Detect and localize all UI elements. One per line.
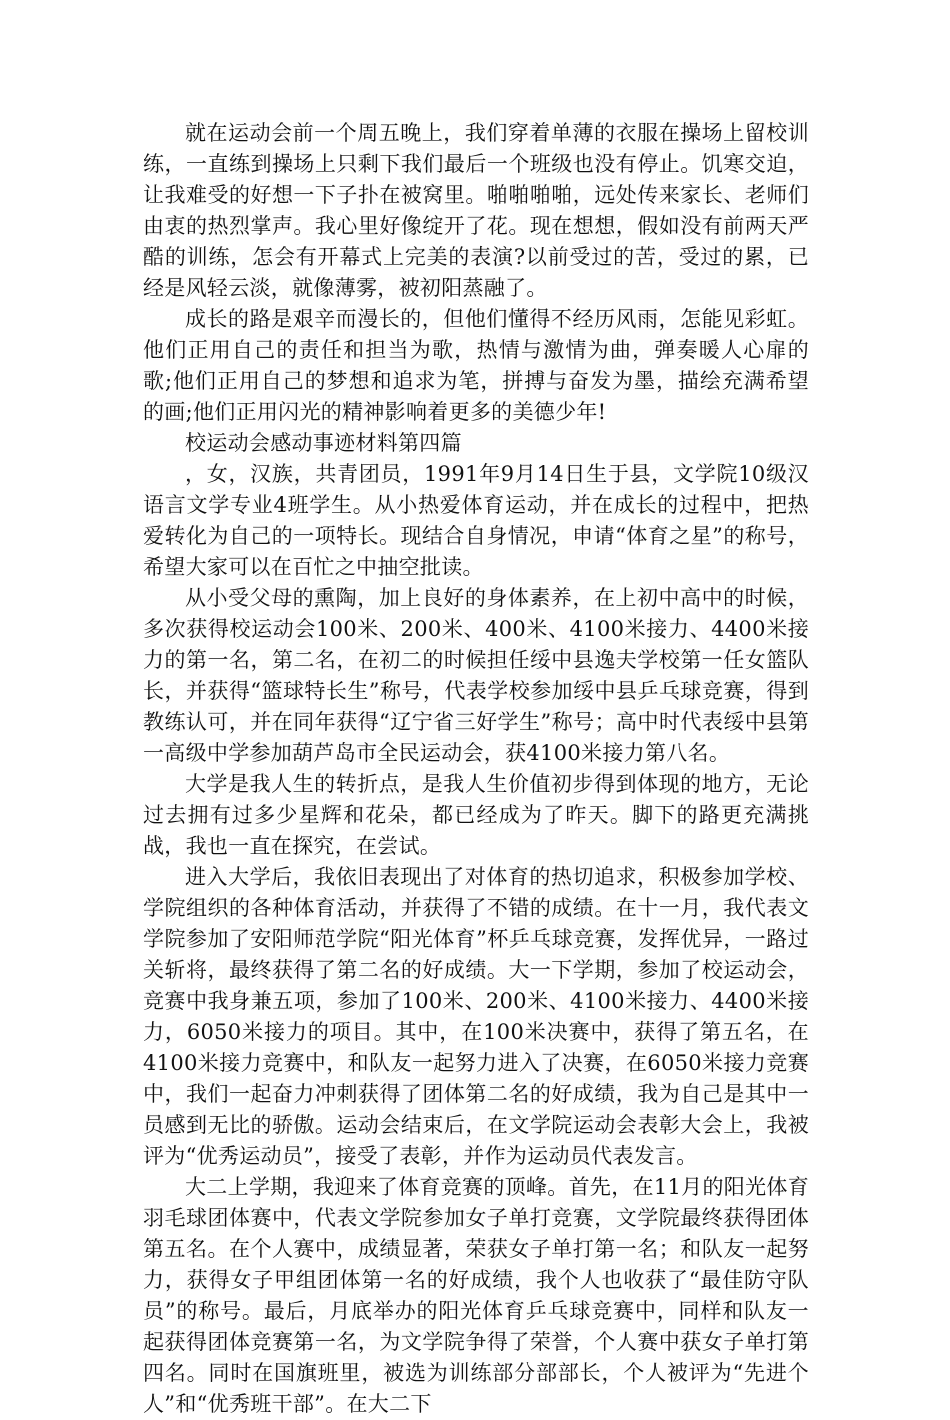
paragraph-2: 成长的路是艰辛而漫长的，但他们懂得不经历风雨，怎能见彩虹。他们正用自己的责任和担当为歌，热情与激情为曲，弹奏暖人心扉的歌;他们正用自己的梦想和追求为笔，拼搏与奋发为墨，描绘充满希望的画;他们正用闪光的精神影响着更多的美德少年! xyxy=(143,307,809,424)
paragraph-6: 进入大学后，我依旧表现出了对体育的热切追求，积极参加学校、学院组织的各种体育活动，并获得了不错的成绩。在十一月，我代表文学院参加了安阳师范学院“阳光体育”杯乒乓球竞赛，发挥优异，一路过关斩将，最终获得了第二名的好成绩。大一下学期，参加了校运动会，竞赛中我身兼五项，参加了100米、200米、4100米接力、4400米接力，6050米接力的项目。其中，在100米决赛中，获得了第五名，在4100米接力竞赛中，和队友一起努力进入了决赛，在6050米接力竞赛中，我们一起奋力冲刺获得了团体第二名的好成绩，我为自己是其中一员感到无比的骄傲。运动会结束后，在文学院运动会表彰大会上，我被评为“优秀运动员”，接受了表彰，并作为运动员代表发言。 xyxy=(143,865,809,1168)
paragraph-3: ，女，汉族，共青团员，1991年9月14日生于县，文学院10级汉语言文学专业4班学生。从小热爱体育运动，并在成长的过程中，把热爱转化为自己的一项特长。现结合自身情况，申请“体育之星”的称号，希望大家可以在百忙之中抽空批读。 xyxy=(143,462,809,579)
section-heading: 校运动会感动事迹材料第四篇 xyxy=(185,431,462,455)
paragraph-5: 大学是我人生的转折点，是我人生价值初步得到体现的地方，无论过去拥有过多少星辉和花朵，都已经成为了昨天。脚下的路更充满挑战，我也一直在探究，在尝试。 xyxy=(143,772,809,858)
paragraph-1: 就在运动会前一个周五晚上，我们穿着单薄的衣服在操场上留校训练，一直练到操场上只剩下我们最后一个班级也没有停止。饥寒交迫，让我难受的好想一下子扑在被窝里。啪啪啪啪，远处传来家长、老师们由衷的热烈掌声。我心里好像绽开了花。现在想想，假如没有前两天严酷的训练，怎会有开幕式上完美的表演?以前受过的苦，受过的累，已经是风轻云淡，就像薄雾，被初阳蒸融了。 xyxy=(143,121,809,300)
paragraph-4: 从小受父母的熏陶，加上良好的身体素养，在上初中高中的时候，多次获得校运动会100米、200米、400米、4100米接力、4400米接力的第一名，第二名，在初二的时候担任绥中县逸夫学校第一任女篮队长，并获得“篮球特长生”称号，代表学校参加绥中县乒乓球竞赛，得到教练认可，并在同年获得“辽宁省三好学生”称号；高中时代表绥中县第一高级中学参加葫芦岛市全民运动会，获4100米接力第八名。 xyxy=(143,586,809,765)
document-body xyxy=(143,118,809,1420)
paragraph-7: 大二上学期，我迎来了体育竞赛的顶峰。首先，在11月的阳光体育羽毛球团体赛中，代表文学院参加女子单打竞赛，文学院最终获得团体第五名。在个人赛中，成绩显著，荣获女子单打第一名；和队友一起努力，获得女子甲组团体第一名的好成绩，我个人也收获了“最佳防守队员”的称号。最后，月底举办的阳光体育乒乓球竞赛中，同样和队友一起获得团体竞赛第一名，为文学院争得了荣誉，个人赛中获女子单打第四名。同时在国旗班里，被选为训练部分部部长，个人被评为“先进个人”和“优秀班干部”。在大二下 xyxy=(143,1175,809,1416)
